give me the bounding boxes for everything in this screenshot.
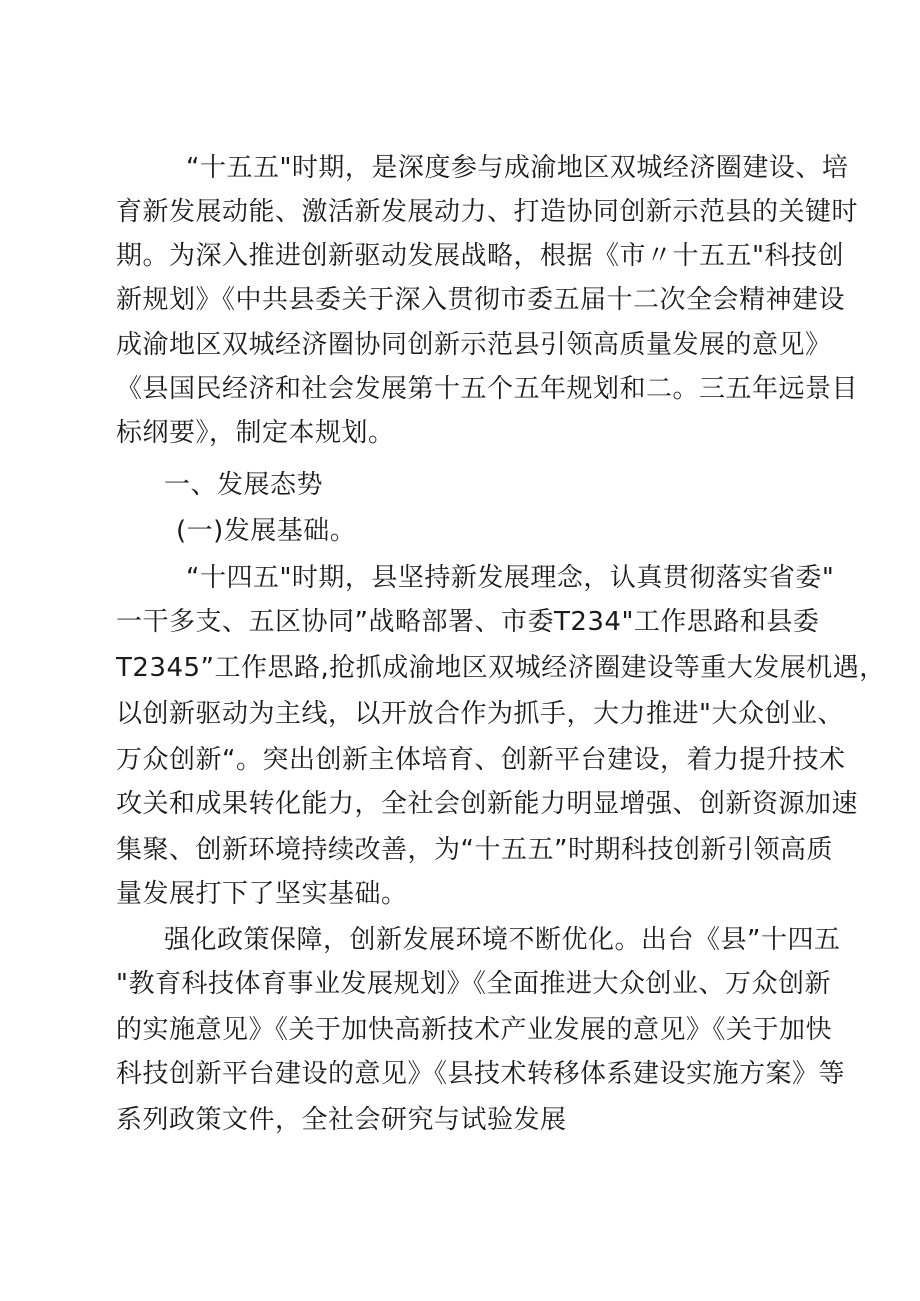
text-line: 以创新驱动为主线，以开放合作为抓手，大力推进"大众创业、 [116,699,844,729]
text-line: 的实施意见》《关于加快高新技术产业发展的意见》《关于加快 [116,1015,833,1045]
text-line: 量发展打下了坚实基础。 [116,879,408,909]
text-line: 新规划》《中共县委关于深入贯彻市委五届十二次全会精神建设 [116,285,846,315]
text-line: "教育科技体育事业发展规划》《全面推进大众创业、万众创新 [116,969,831,999]
text-line: 系列政策文件，全社会研究与试验发展 [116,1105,567,1135]
text-line: “十四五"时期，县坚持新发展理念，认真贯彻落实省委" [186,563,835,593]
text-line: 科技创新平台建设的意见》《县技术转移体系建设实施方案》等 [116,1059,846,1089]
text-line: 育新发展动能、激活新发展动力、打造协同创新示范县的关键时 [116,197,859,227]
text-line: T2345”工作思路,抢抓成渝地区双城经济圈建设等重大发展机遇， [116,653,886,683]
subsection-heading: (一)发展基础。 [176,516,357,546]
text-line: “十五五"时期，是深度参与成渝地区双城经济圈建设、培 [186,153,849,183]
text-line: 成渝地区双城经济圈协同创新示范县引领高质量发展的意见》 [116,330,832,360]
text-line: 集聚、创新环境持续改善，为“十五五”时期科技创新引领高质 [116,835,833,865]
text-line: 万众创新“。突出创新主体培育、创新平台建设，着力提升技术 [116,745,846,775]
text-line: 强化政策保障，创新发展环境不断优化。出台《县”十四五 [164,925,841,955]
text-line: 标纲要》，制定本规划。 [116,418,395,448]
text-line: 《县国民经济和社会发展第十五个五年规划和二。三五年远景目 [116,374,859,404]
text-line: 一干多支、五区协同”战略部署、市委T234"工作思路和县委 [116,607,820,637]
section-heading: 一、发展态势 [164,470,324,500]
text-line: 攻关和成果转化能力，全社会创新能力明显增强、创新资源加速 [116,789,859,819]
text-line: 期。为深入推进创新驱动发展战略，根据《市〃十五五"科技创 [116,241,844,271]
